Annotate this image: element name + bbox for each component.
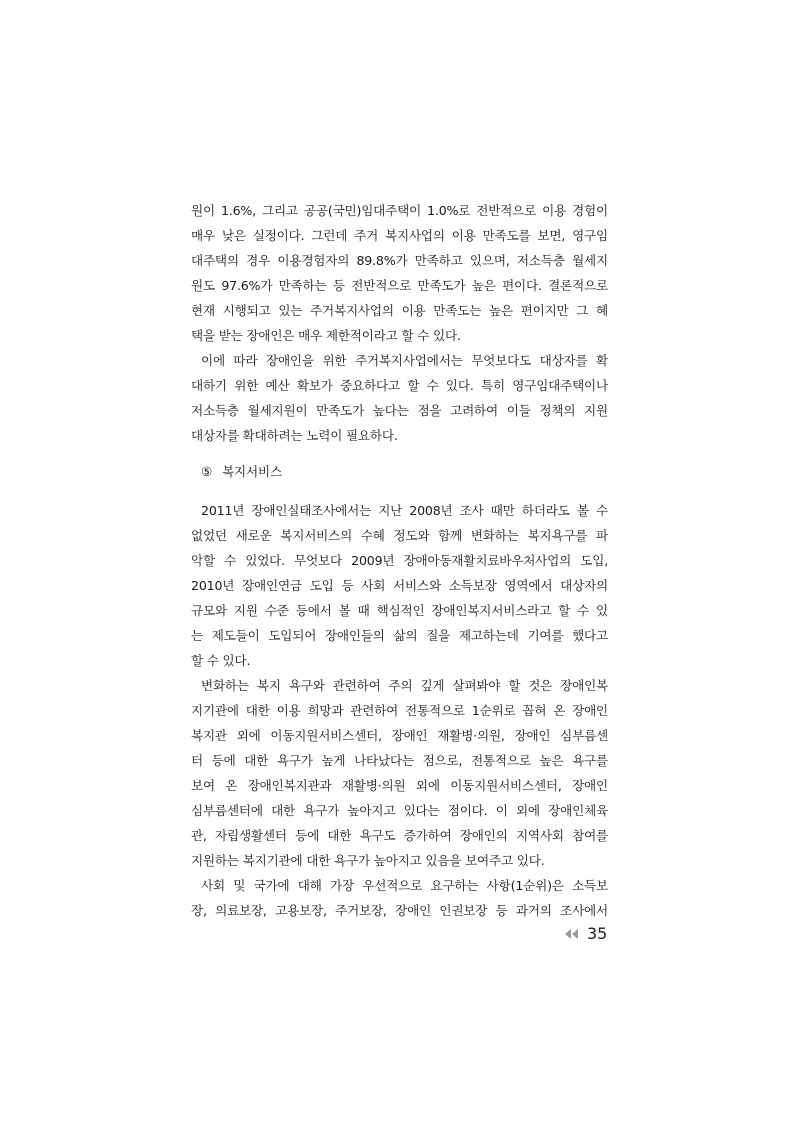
text-line: 사회 및 국가에 대해 가장 우선적으로 요구하는 사항(1순위)은 소득보: [201, 878, 608, 893]
text-line: 관, 자립생활센터 등에 대한 욕구도 증가하여 장애인의 지역사회 참여를: [191, 828, 608, 843]
section-number: ⑤: [201, 464, 213, 479]
double-left-arrow-icon: [565, 929, 579, 939]
text-line: 는 제도들이 도입되어 장애인들의 삶의 질을 제고하는데 기여를 했다고: [191, 628, 608, 643]
text-line: 대하기 위한 예산 확보가 중요하다고 할 수 있다. 특히 영구임대주택이나: [191, 378, 608, 393]
text-line: 택을 받는 장애인은 매우 제한적이라고 할 수 있다.: [191, 328, 461, 343]
text-line: 대상자를 확대하려는 노력이 필요하다.: [191, 428, 398, 443]
text-line: 심부름센터에 대한 욕구가 높아지고 있다는 점이다. 이 외에 장애인체육: [191, 803, 608, 818]
text-line: 규모와 지원 수준 등에서 볼 때 핵심적인 장애인복지서비스라고 할 수 있: [191, 603, 608, 618]
text-line: 현재 시행되고 있는 주거복지사업의 이용 만족도는 높은 편이지만 그 혜: [191, 303, 608, 318]
text-line: 2010년 장애인연금 도입 등 사회 서비스와 소득보장 영역에서 대상자의: [191, 578, 608, 593]
body-text-bottom: [191, 498, 608, 923]
text-line: 대주택의 경우 이용경험자의 89.8%가 만족하고 있으며, 저소득층 월세지: [191, 253, 608, 268]
text-line: 장, 의료보장, 고용보장, 주거보장, 장애인 인권보장 등 과거의 조사에서: [191, 903, 608, 918]
text-line: 터 등에 대한 욕구가 높게 나타났다는 점으로, 전통적으로 높은 욕구를: [191, 753, 608, 768]
text-line: 지원하는 복지기관에 대한 욕구가 높아지고 있음을 보여주고 있다.: [191, 853, 545, 868]
text-line: 복지관 외에 이동지원서비스센터, 장애인 재활병·의원, 장애인 심부름센: [191, 728, 608, 743]
section-heading: [201, 459, 282, 484]
page-footer: [565, 922, 607, 946]
text-line: 변화하는 복지 욕구와 관련하여 주의 깊게 살펴봐야 할 것은 장애인복: [201, 678, 608, 693]
section-title: 복지서비스: [222, 464, 282, 479]
text-line: 악할 수 있었다. 무엇보다 2009년 장애아동재활치료바우처사업의 도입,: [191, 553, 608, 568]
text-line: 보여 온 장애인복지관과 재활병·의원 외에 이동지원서비스센터, 장애인: [191, 778, 608, 793]
text-line: 할 수 있다.: [191, 653, 251, 668]
text-line: 지기관에 대한 이용 희망과 관련하여 전통적으로 1순위로 꼽혀 온 장애인: [191, 703, 608, 718]
text-line: 원도 97.6%가 만족하는 등 전반적으로 만족도가 높은 편이다. 결론적으로: [191, 278, 608, 293]
text-line: 없었던 새로운 복지서비스의 수혜 정도와 함께 변화하는 복지욕구를 파: [191, 528, 608, 543]
page-number: 35: [587, 924, 608, 943]
text-line: 원이 1.6%, 그리고 공공(국민)임대주택이 1.0%로 전반적으로 이용 경험이: [191, 203, 608, 218]
text-line: 이에 따라 장애인을 위한 주거복지사업에서는 무엇보다도 대상자를 확: [201, 353, 608, 368]
text-line: 매우 낮은 실정이다. 그런데 주거 복지사업의 이용 만족도를 보면, 영구임: [191, 228, 608, 243]
body-text-top: [191, 198, 608, 448]
text-line: 저소득층 월세지원이 만족도가 높다는 점을 고려하여 이들 정책의 지원: [191, 403, 608, 418]
text-line: 2011년 장애인실태조사에서는 지난 2008년 조사 때만 하더라도 볼 수: [201, 503, 608, 518]
